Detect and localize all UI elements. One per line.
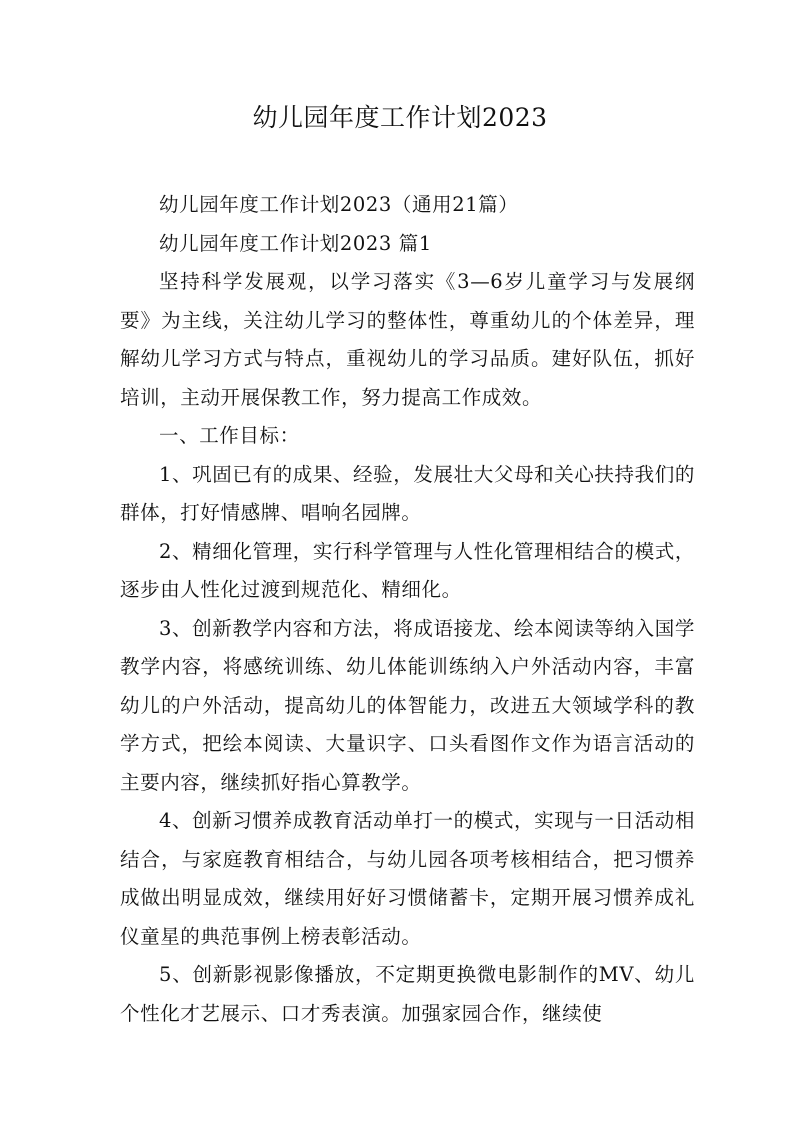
document-title: 幼儿园年度工作计划2023 (252, 103, 548, 132)
goal-paragraph-5: 5、创新影视影像播放，不定期更换微电影制作的MV、幼儿个性化才艺展示、口才秀表演。加强家园合作，继续使 (120, 963, 695, 1025)
document-body (120, 186, 695, 1033)
intro-paragraph: 坚持科学发展观，以学习落实《3—6岁儿童学习与发展纲要》为主线，关注幼儿学习的整体性，尊重幼儿的个体差异，理解幼儿学习方式与特点，重视幼儿的学习品质。建好队伍，抓好培训，主动开展保教工作，努力提高工作成效。 (120, 270, 695, 409)
goal-paragraph-4: 4、创新习惯养成教育活动单打一的模式，实现与一日活动相结合，与家庭教育相结合，与幼儿园各项考核相结合，把习惯养成做出明显成效，继续用好好习惯储蓄卡，定期开展习惯养成礼仪童星的典范事例上榜表彰活动。 (120, 809, 695, 948)
goal-paragraph-3: 3、创新教学内容和方法，将成语接龙、绘本阅读等纳入国学教学内容，将感统训练、幼儿体能训练纳入户外活动内容，丰富幼儿的户外活动，提高幼儿的体智能力，改进五大领域学科的教学方式，把绘本阅读、大量识字、口头看图作文作为语言活动的主要内容，继续抓好指心算教学。 (120, 616, 695, 794)
goal-paragraph-2: 2、精细化管理，实行科学管理与人性化管理相结合的模式，逐步由人性化过渡到规范化、精细化。 (120, 539, 695, 601)
subtitle-paragraph: 幼儿园年度工作计划2023（通用21篇） (159, 193, 519, 216)
goal-paragraph-1: 1、巩固已有的成果、经验，发展壮大父母和关心扶持我们的群体，打好情感牌、唱响名园牌。 (120, 462, 695, 524)
section-heading: 幼儿园年度工作计划2023 篇1 (159, 231, 432, 255)
goals-heading: 一、工作目标： (159, 424, 300, 447)
